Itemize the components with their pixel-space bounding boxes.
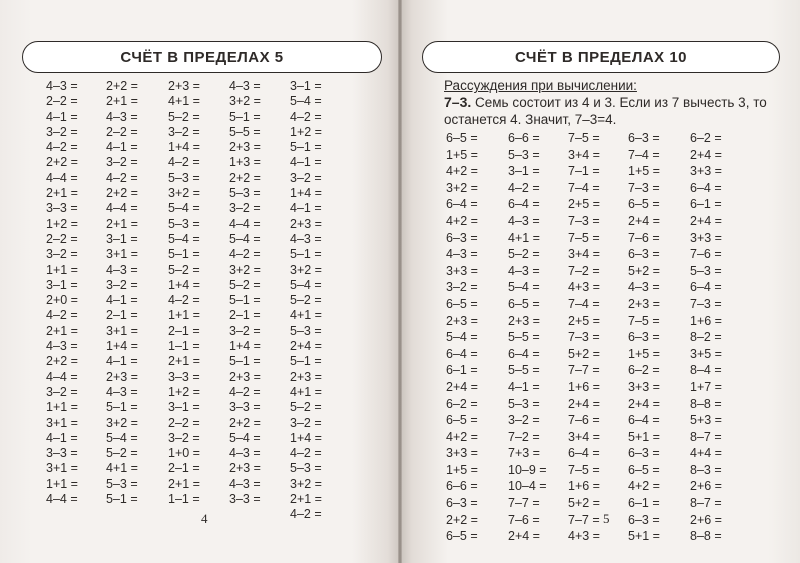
exercise-item: 7–6 = [508, 512, 540, 527]
exercise-item: 6–4 = [446, 197, 478, 212]
exercise-item: 3+4 = [568, 247, 600, 262]
exercise-item: 3–1 = [168, 400, 200, 415]
exercise-item: 3–3 = [168, 369, 200, 384]
exercise-item: 1+5 = [446, 147, 478, 162]
right-column-5 [690, 130, 722, 545]
exercise-item: 2–1 = [168, 323, 200, 338]
exercise-item: 5–1 = [290, 140, 322, 155]
exercise-item: 1+1 = [46, 476, 78, 491]
exercise-item: 1+6 = [690, 313, 722, 328]
exercise-item: 3–2 = [290, 415, 322, 430]
exercise-item: 5–4 = [229, 430, 261, 445]
exercise-item: 5–4 = [290, 277, 322, 292]
exercise-item: 8–7 = [690, 429, 722, 444]
exercise-item: 7–6 = [628, 230, 660, 245]
exercise-item: 2–1 = [168, 461, 200, 476]
exercise-item: 5–2 = [106, 446, 138, 461]
exercise-item: 5–3 = [106, 476, 138, 491]
exercise-item: 5–2 = [290, 400, 322, 415]
exercise-item: 3–1 = [508, 164, 540, 179]
exercise-item: 6–4 = [446, 346, 478, 361]
exercise-item: 6–3 = [628, 446, 660, 461]
exercise-item: 3–2 = [229, 323, 261, 338]
exercise-item: 3–1 = [106, 231, 138, 246]
exercise-item: 2+4 = [446, 379, 478, 394]
exercise-item: 6–3 = [628, 247, 660, 262]
exercise-item: 6–5 = [508, 296, 540, 311]
exercise-item: 5–4 = [168, 201, 200, 216]
exercise-item: 5–3 = [508, 396, 540, 411]
exercise-item: 6–3 = [446, 230, 478, 245]
exercise-item: 4–1 = [106, 140, 138, 155]
exercise-item: 6–3 = [446, 496, 478, 511]
exercise-item: 2+3 = [290, 369, 322, 384]
exercise-item: 7–3 = [690, 296, 722, 311]
exercise-item: 6–4 = [690, 280, 722, 295]
exercise-item: 2+3 = [628, 296, 660, 311]
exercise-item: 3–3 = [46, 201, 78, 216]
exercise-item: 5+2 = [568, 346, 600, 361]
exercise-item: 8–7 = [690, 496, 722, 511]
exercise-item: 2+1 = [168, 476, 200, 491]
exercise-item: 4–3 = [290, 231, 322, 246]
exercise-item: 3–2 = [508, 413, 540, 428]
exercise-item: 7–4 = [568, 180, 600, 195]
book-gutter [398, 0, 402, 563]
exercise-item: 3+3 = [446, 263, 478, 278]
exercise-item: 6–1 = [446, 363, 478, 378]
exercise-item: 3–2 = [446, 280, 478, 295]
exercise-item: 4–3 = [106, 384, 138, 399]
exercise-item: 3–2 = [46, 384, 78, 399]
exercise-item: 7–3 = [628, 180, 660, 195]
exercise-item: 2+2 = [106, 186, 138, 201]
exercise-item: 3+3 = [690, 230, 722, 245]
exercise-item: 1+4 = [168, 140, 200, 155]
exercise-item: 1+1 = [168, 308, 200, 323]
exercise-item: 3+2 = [229, 94, 261, 109]
exercise-item: 5–3 = [168, 216, 200, 231]
exercise-item: 6–3 = [628, 330, 660, 345]
exercise-item: 3–2 = [229, 201, 261, 216]
exercise-item: 2+5 = [568, 197, 600, 212]
exercise-item: 1+4 = [290, 430, 322, 445]
exercise-item: 6–1 = [628, 496, 660, 511]
exercise-item: 2–2 = [46, 231, 78, 246]
exercise-item: 2+4 = [690, 213, 722, 228]
exercise-item: 4–3 = [229, 476, 261, 491]
exercise-item: 4–3 = [229, 79, 261, 93]
exercise-item: 5–3 = [168, 170, 200, 185]
exercise-item: 5+2 = [568, 496, 600, 511]
exercise-item: 7–7 = [568, 512, 600, 527]
exercise-item: 4+2 = [446, 429, 478, 444]
exercise-item: 2+3 = [106, 369, 138, 384]
exercise-item: 4–1 = [508, 379, 540, 394]
exercise-item: 4–3 = [446, 247, 478, 262]
exercise-item: 1+7 = [690, 379, 722, 394]
exercise-item: 6–2 = [446, 396, 478, 411]
exercise-item: 7–5 = [568, 462, 600, 477]
exercise-item: 5–1 = [106, 492, 138, 507]
exercise-item: 1+5 = [628, 346, 660, 361]
exercise-item: 1+0 = [168, 446, 200, 461]
reasoning-heading [444, 77, 784, 94]
exercise-item: 4+1 = [290, 384, 322, 399]
exercise-item: 4–2 = [168, 155, 200, 170]
exercise-item: 2+1 = [106, 216, 138, 231]
exercise-item: 6–4 = [690, 180, 722, 195]
exercise-item: 1–1 = [168, 339, 200, 354]
exercise-item: 2+4 = [628, 396, 660, 411]
exercise-item: 3+4 = [568, 429, 600, 444]
exercise-item: 2–2 = [168, 415, 200, 430]
exercise-item: 1+4 = [168, 277, 200, 292]
exercise-item: 4–4 = [229, 216, 261, 231]
right-page-number: 5 [603, 511, 610, 526]
exercise-item: 3+3 = [690, 164, 722, 179]
exercise-item: 2–2 = [106, 124, 138, 139]
exercise-item: 2+6 = [690, 479, 722, 494]
exercise-item: 3+2 = [290, 262, 322, 277]
exercise-item: 4+1 = [508, 230, 540, 245]
right-page-title: СЧЁТ В ПРЕДЕЛАХ 10 [422, 41, 780, 73]
exercise-item: 4–1 = [290, 201, 322, 216]
worked-example-label: 7–3. [444, 94, 472, 110]
exercise-item: 4–2 = [46, 308, 78, 323]
exercise-item: 5–3 = [229, 186, 261, 201]
exercise-item: 3–2 = [290, 170, 322, 185]
exercise-item: 8–8 = [690, 529, 722, 544]
exercise-item: 1+1 = [46, 262, 78, 277]
left-page-number: 4 [201, 511, 208, 526]
exercise-item: 3–3 = [229, 492, 261, 507]
exercise-item: 4–1 = [290, 155, 322, 170]
exercise-item: 3+1 = [46, 415, 78, 430]
exercise-item: 4–3 = [229, 446, 261, 461]
exercise-item: 5–2 = [229, 277, 261, 292]
exercise-item: 5–5 = [508, 363, 540, 378]
worked-example [444, 94, 789, 128]
exercise-item: 7–2 = [568, 263, 600, 278]
exercise-item: 4+1 = [168, 94, 200, 109]
exercise-item: 1+4 = [106, 339, 138, 354]
exercise-item: 1+6 = [568, 479, 600, 494]
exercise-item: 2+3 = [229, 461, 261, 476]
exercise-item: 3–3 = [229, 400, 261, 415]
exercise-item: 7–5 = [628, 313, 660, 328]
exercise-item: 4–3 = [46, 339, 78, 354]
exercise-item: 3+2 = [229, 262, 261, 277]
exercise-item: 2–1 = [106, 308, 138, 323]
exercise-item: 4–3 = [46, 79, 78, 93]
exercise-item: 2+0 = [46, 293, 78, 308]
right-column-4 [628, 130, 660, 545]
exercise-item: 5–4 = [229, 231, 261, 246]
exercise-item: 10–9 = [508, 462, 547, 477]
exercise-item: 3–3 = [46, 446, 78, 461]
exercise-item: 7–3 = [568, 213, 600, 228]
exercise-item: 6–1 = [690, 197, 722, 212]
exercise-item: 2+2 = [46, 354, 78, 369]
exercise-item: 4–1 = [106, 293, 138, 308]
right-page [400, 0, 800, 563]
exercise-item: 7–5 = [568, 230, 600, 245]
exercise-item: 4–1 = [106, 354, 138, 369]
exercise-item: 5–2 = [508, 247, 540, 262]
exercise-item: 3+1 = [106, 247, 138, 262]
exercise-item: 2+4 = [568, 396, 600, 411]
exercise-item: 8–2 = [690, 330, 722, 345]
exercise-item: 6–2 = [690, 131, 722, 145]
exercise-item: 5–4 = [508, 280, 540, 295]
exercise-item: 2+2 = [46, 155, 78, 170]
exercise-item: 2+3 = [229, 140, 261, 155]
exercise-item: 3–2 = [46, 124, 78, 139]
exercise-item: 8–3 = [690, 462, 722, 477]
exercise-item: 4–3 = [628, 280, 660, 295]
exercise-item: 5–5 = [508, 330, 540, 345]
exercise-item: 5–1 = [229, 354, 261, 369]
exercise-item: 3–2 = [168, 124, 200, 139]
exercise-item: 5–1 = [229, 293, 261, 308]
exercise-item: 3–2 = [106, 277, 138, 292]
exercise-item: 4–1 = [46, 430, 78, 445]
exercise-item: 4+2 = [446, 213, 478, 228]
exercise-item: 4+1 = [290, 308, 322, 323]
exercise-item: 2+4 = [508, 529, 540, 544]
exercise-item: 5–2 = [290, 293, 322, 308]
exercise-item: 2+2 = [446, 512, 478, 527]
exercise-item: 4+3 = [568, 280, 600, 295]
exercise-item: 5–4 = [446, 330, 478, 345]
exercise-item: 7+3 = [508, 446, 540, 461]
exercise-item: 6–5 = [446, 131, 478, 145]
exercise-item: 6–5 = [628, 462, 660, 477]
exercise-item: 5–2 = [168, 262, 200, 277]
exercise-item: 3+3 = [628, 379, 660, 394]
exercise-item: 7–6 = [690, 247, 722, 262]
exercise-item: 5+2 = [628, 263, 660, 278]
exercise-item: 4–2 = [290, 109, 322, 124]
exercise-item: 6–5 = [446, 413, 478, 428]
exercise-item: 4–3 = [106, 109, 138, 124]
exercise-item: 5–3 = [290, 461, 322, 476]
left-column-4 [229, 79, 261, 507]
exercise-item: 2+4 = [690, 147, 722, 162]
exercise-item: 3–1 = [46, 277, 78, 292]
left-column-5 [290, 79, 322, 523]
exercise-item: 6–5 = [446, 529, 478, 544]
exercise-item: 3+2 = [290, 476, 322, 491]
exercise-item: 2+3 = [229, 369, 261, 384]
exercise-item: 4–4 = [106, 201, 138, 216]
reasoning-heading-text: Рассуждения при вычислении: [444, 78, 637, 93]
exercise-item: 2+1 = [168, 354, 200, 369]
exercise-item: 1+5 = [628, 164, 660, 179]
exercise-item: 4–4 = [46, 369, 78, 384]
exercise-item: 5–1 = [290, 247, 322, 262]
exercise-item: 4+2 = [446, 164, 478, 179]
exercise-item: 1+4 = [290, 186, 322, 201]
exercise-item: 1–1 = [168, 492, 200, 507]
exercise-item: 2–1 = [229, 308, 261, 323]
exercise-item: 2+1 = [106, 94, 138, 109]
exercise-item: 4–2 = [106, 170, 138, 185]
exercise-item: 6–4 = [628, 413, 660, 428]
exercise-item: 6–5 = [446, 296, 478, 311]
exercise-item: 8–8 = [690, 396, 722, 411]
exercise-item: 2+1 = [290, 492, 322, 507]
exercise-item: 2+4 = [628, 213, 660, 228]
exercise-item: 1+5 = [446, 462, 478, 477]
exercise-item: 3+2 = [446, 180, 478, 195]
exercise-item: 4–2 = [229, 384, 261, 399]
exercise-item: 5–3 = [508, 147, 540, 162]
exercise-item: 3+1 = [46, 461, 78, 476]
exercise-item: 4–2 = [168, 293, 200, 308]
exercise-item: 7–5 = [568, 131, 600, 145]
exercise-item: 4–2 = [290, 507, 322, 522]
exercise-item: 6–4 = [508, 197, 540, 212]
exercise-item: 6–4 = [508, 346, 540, 361]
left-column-2 [106, 79, 138, 507]
exercise-item: 7–6 = [568, 413, 600, 428]
exercise-item: 6–6 = [446, 479, 478, 494]
exercise-item: 5+1 = [628, 529, 660, 544]
exercise-item: 5–4 = [168, 231, 200, 246]
exercise-item: 2+2 = [229, 170, 261, 185]
exercise-item: 4–3 = [508, 213, 540, 228]
exercise-item: 1+2 = [290, 124, 322, 139]
exercise-item: 6–4 = [568, 446, 600, 461]
exercise-item: 7–7 = [568, 363, 600, 378]
left-column-3 [168, 79, 200, 507]
exercise-item: 6–3 = [628, 512, 660, 527]
exercise-item: 7–7 = [508, 496, 540, 511]
left-column-1 [46, 79, 78, 507]
exercise-item: 2+2 = [229, 415, 261, 430]
exercise-item: 4–2 = [508, 180, 540, 195]
exercise-item: 2+2 = [106, 79, 138, 93]
exercise-item: 4–2 = [290, 446, 322, 461]
exercise-item: 7–3 = [568, 330, 600, 345]
right-column-3 [568, 130, 600, 545]
exercise-item: 1+3 = [229, 155, 261, 170]
left-page-title: СЧЁТ В ПРЕДЕЛАХ 5 [22, 41, 382, 73]
worked-example-text: Семь состоит из 4 и 3. Если из 7 вычесть 3, то останется 4. Значит, 7–3=4. [444, 95, 767, 127]
exercise-item: 6–3 = [628, 131, 660, 145]
exercise-item: 6–5 = [628, 197, 660, 212]
exercise-item: 7–1 = [568, 164, 600, 179]
exercise-item: 4–4 = [46, 492, 78, 507]
exercise-item: 2+4 = [290, 339, 322, 354]
exercise-item: 3–2 = [46, 247, 78, 262]
exercise-item: 2+3 = [508, 313, 540, 328]
exercise-item: 3+2 = [168, 186, 200, 201]
exercise-item: 2+3 = [290, 216, 322, 231]
exercise-item: 5–5 = [229, 124, 261, 139]
exercise-item: 3–2 = [168, 430, 200, 445]
exercise-item: 4+3 = [568, 529, 600, 544]
exercise-item: 2+3 = [168, 79, 200, 93]
exercise-item: 1+4 = [229, 339, 261, 354]
exercise-item: 4–2 = [46, 140, 78, 155]
exercise-item: 2+5 = [568, 313, 600, 328]
exercise-item: 5–1 = [106, 400, 138, 415]
exercise-item: 1+2 = [168, 384, 200, 399]
exercise-item: 5–1 = [168, 247, 200, 262]
exercise-item: 2–2 = [46, 94, 78, 109]
exercise-item: 4–1 = [46, 109, 78, 124]
exercise-item: 2+1 = [46, 323, 78, 338]
exercise-item: 4–3 = [106, 262, 138, 277]
exercise-item: 1+1 = [46, 400, 78, 415]
exercise-item: 5–4 = [290, 94, 322, 109]
exercise-item: 3+2 = [106, 415, 138, 430]
exercise-item: 5+3 = [690, 413, 722, 428]
right-column-2 [508, 130, 547, 545]
exercise-item: 4+2 = [628, 479, 660, 494]
exercise-item: 3–1 = [290, 79, 322, 93]
exercise-item: 2+6 = [690, 512, 722, 527]
exercise-item: 5+1 = [628, 429, 660, 444]
right-column-1 [446, 130, 478, 545]
exercise-item: 7–4 = [628, 147, 660, 162]
exercise-item: 10–4 = [508, 479, 547, 494]
exercise-item: 2+1 = [46, 186, 78, 201]
exercise-item: 5–4 = [106, 430, 138, 445]
exercise-item: 1+2 = [46, 216, 78, 231]
exercise-item: 2+3 = [446, 313, 478, 328]
exercise-item: 4–2 = [229, 247, 261, 262]
exercise-item: 1+6 = [568, 379, 600, 394]
exercise-item: 4–3 = [508, 263, 540, 278]
exercise-item: 6–2 = [628, 363, 660, 378]
exercise-item: 3+5 = [690, 346, 722, 361]
exercise-item: 4–4 = [46, 170, 78, 185]
exercise-item: 3+1 = [106, 323, 138, 338]
exercise-item: 3–2 = [106, 155, 138, 170]
exercise-item: 5–3 = [690, 263, 722, 278]
exercise-item: 7–2 = [508, 429, 540, 444]
exercise-item: 5–2 = [168, 109, 200, 124]
exercise-item: 6–6 = [508, 131, 540, 145]
exercise-item: 4+4 = [690, 446, 722, 461]
exercise-item: 5–3 = [290, 323, 322, 338]
exercise-item: 5–1 = [229, 109, 261, 124]
exercise-item: 7–4 = [568, 296, 600, 311]
exercise-item: 4+1 = [106, 461, 138, 476]
exercise-item: 3+3 = [446, 446, 478, 461]
exercise-item: 3+4 = [568, 147, 600, 162]
exercise-item: 8–4 = [690, 363, 722, 378]
exercise-item: 5–1 = [290, 354, 322, 369]
